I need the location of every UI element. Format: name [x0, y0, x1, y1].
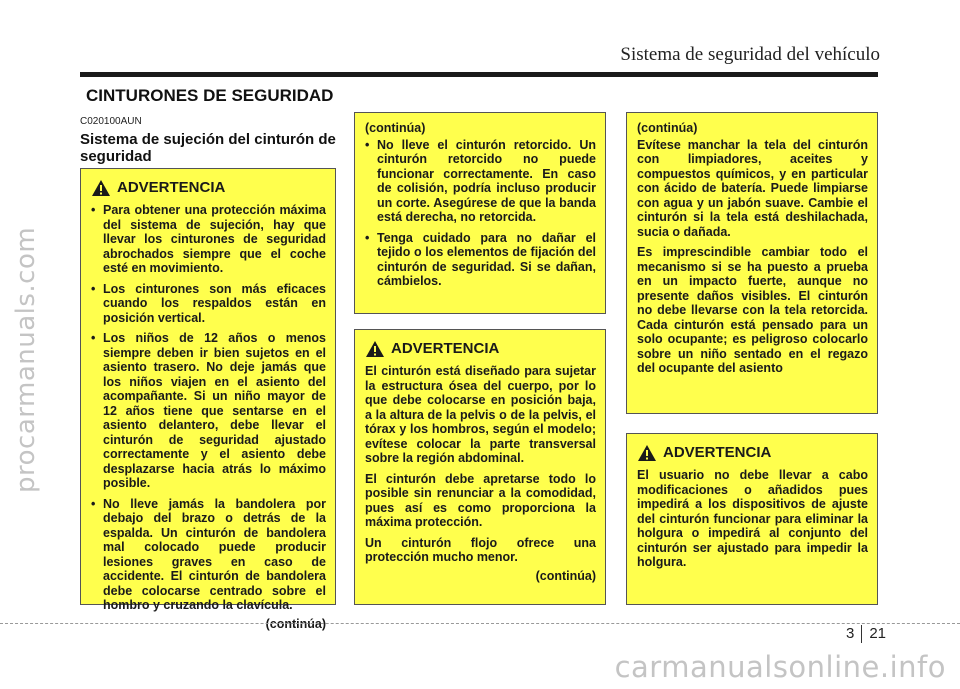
- continued-box-1: [354, 112, 606, 314]
- warning-header: [91, 179, 326, 197]
- paragraph: El cinturón está diseñado para sujetar la estructura ósea del cuerpo, por lo que debe colocarse en posición baja, a la altura de la pelvis o de la pelvis, el tórax y los hombros, según el modelo; evítese colocar la parte transversal sobre la región abdominal.: [365, 364, 596, 465]
- warning-title: ADVERTENCIA: [117, 178, 226, 196]
- warning-header: [365, 340, 596, 358]
- page-number: [846, 625, 886, 643]
- warning-box-3: [626, 433, 878, 605]
- warning-box-1: [80, 168, 336, 631]
- chapter-number: 3: [846, 625, 855, 642]
- list-item: • Para obtener una protección máxima del sistema de sujeción, hay que llevar los cinturones de seguridad abrochados siempre que el coche esté en movimiento.: [91, 203, 326, 276]
- page-header-title: Sistema de seguridad del vehículo: [620, 44, 880, 65]
- continues-label: (continúa): [265, 616, 326, 631]
- warning-header: [637, 444, 868, 462]
- watermark-bottom: carmanualsonline.info: [614, 650, 946, 684]
- continued-box-2: [626, 112, 878, 414]
- page-number-separator: [861, 625, 862, 643]
- list-item: • Los niños de 12 años o menos siempre deben ir bien sujetos en el asiento trasero. No deje jamás que los niños viajen en el asiento del acompañante. Si un niño mayor de 12 años tiene que sentarse en el asiento delantero, debe llevar el cinturón de seguridad ajustado correctamente y el asiento debe desplazarse hacia atrás lo máximo posible.: [91, 331, 326, 491]
- header-rule: [80, 72, 878, 77]
- list-item: • No lleve el cinturón retorcido. Un cinturón retorcido no puede funcionar correctamente. En caso de colisión, podría incluso producir un corte. Asegúrese de que la banda está derecha, no retorcida.: [365, 138, 596, 225]
- warning-box-2: [354, 329, 606, 605]
- continued-label: (continúa): [637, 121, 698, 135]
- paragraph: El cinturón debe apretarse todo lo posible sin renunciar a la comodidad, pues así es como proporciona la máxima protección.: [365, 471, 596, 529]
- list-item: • No lleve jamás la bandolera por debajo del brazo o detrás de la espalda. Un cinturón de bandolera mal colocado puede producir lesiones graves en caso de accidente. El cinturón de bandolera debe colocarse centrado sobre el hombro y cruzando la clavícula.: [91, 497, 326, 613]
- paragraph: Un cinturón flojo ofrece una protección mucho menor.: [365, 535, 596, 564]
- warning-triangle-icon: [637, 444, 657, 462]
- paragraph: Es imprescindible cambiar todo el mecanismo si se ha puesto a prueba en un impacto fuerte, aunque no presente daños visibles. El cinturón no debe llevarse con la tela retorcida. Cada cinturón está pensado para un solo ocupante; es peligroso colocarlo sobre un niño sentado en el regazo del ocupante del asiento: [637, 245, 868, 375]
- warning-title: ADVERTENCIA: [391, 339, 500, 357]
- paragraph: El usuario no debe llevar a cabo modificaciones o añadidos pues impedirá a los dispositivos de ajuste del cinturón funcionar para eliminar la holgura o impedirá al conjunto del cinturón ser ajustado para impedir la holgura.: [637, 468, 868, 569]
- continues-label: (continúa): [535, 568, 596, 583]
- warning-triangle-icon: [91, 179, 111, 197]
- section-title: CINTURONES DE SEGURIDAD: [86, 86, 334, 105]
- list-item: • Tenga cuidado para no dañar el tejido o los elementos de fijación del cinturón de seguridad. Si se dañan, cámbielos.: [365, 231, 596, 289]
- continued-label: (continúa): [365, 121, 426, 135]
- continued-list: [365, 138, 596, 289]
- warning-triangle-icon: [365, 340, 385, 358]
- footer-rule: [0, 623, 960, 624]
- page-number-value: 21: [869, 625, 887, 642]
- subheading: Sistema de sujeción del cinturón de seguridad: [80, 131, 336, 165]
- warning-title: ADVERTENCIA: [663, 443, 772, 461]
- watermark-side: procarmanuals.com: [11, 226, 41, 494]
- warning-list: [91, 203, 326, 613]
- paragraph: Evítese manchar la tela del cinturón con limpiadores, aceites y compuestos químicos, y en particular con ácido de batería. Puede limpiarse con agua y un jabón suave. Cambie el cinturón si la tela está deshilachada, sucia o dañada.: [637, 137, 868, 239]
- section-code: C020100AUN: [80, 116, 142, 127]
- list-item: • Los cinturones son más eficaces cuando los respaldos están en posición vertical.: [91, 282, 326, 326]
